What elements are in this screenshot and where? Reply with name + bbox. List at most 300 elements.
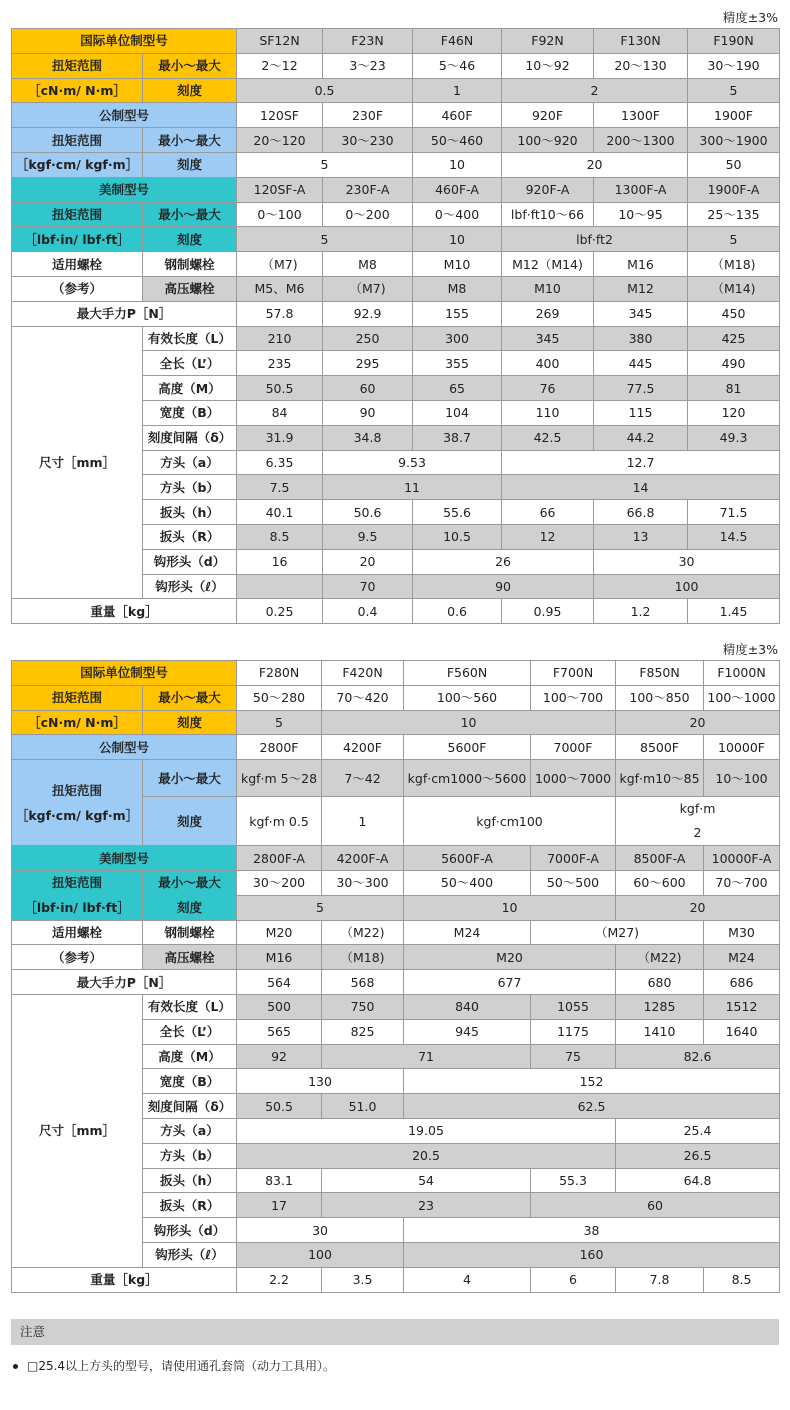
dim-cell: 81 — [688, 376, 780, 401]
metric-unit-label: ［kgf·cm/ kgf·m］ — [12, 152, 143, 177]
dim-cell: 115 — [594, 400, 688, 425]
bolt-cell: M24 — [704, 945, 780, 970]
range-cell: 100～560 — [404, 685, 531, 710]
dim-cell: 445 — [594, 351, 688, 376]
steel-bolt-label: 钢制螺栓 — [143, 920, 237, 945]
grad-cell: 5 — [237, 152, 413, 177]
dim-cell: 51.0 — [322, 1094, 404, 1119]
dim-cell: 8.5 — [237, 524, 323, 549]
weight-cell: 6 — [531, 1267, 616, 1292]
grad-cell-stack — [616, 797, 780, 846]
range-cell: 100～700 — [531, 685, 616, 710]
grad-cell: 5 — [688, 227, 780, 252]
spec-table-1 — [11, 28, 780, 624]
weight-cell: 1.2 — [594, 599, 688, 624]
dim-cell: 1055 — [531, 994, 616, 1019]
model-cell: 460F — [413, 103, 502, 128]
range-cell: 0～200 — [323, 202, 413, 227]
model-cell: F280N — [237, 661, 322, 686]
range-cell: 1000～7000 — [531, 760, 616, 797]
range-cell: 100～1000 — [704, 685, 780, 710]
minmax-label: 最小～最大 — [143, 870, 237, 895]
range-cell: 50～400 — [404, 870, 531, 895]
dim-cell: 300 — [413, 326, 502, 351]
dim-cell: 55.6 — [413, 500, 502, 525]
force-label: 最大手力P［N］ — [12, 970, 237, 995]
dim-cell: 152 — [404, 1069, 780, 1094]
grad-cell: 20 — [616, 895, 780, 920]
weight-cell: 0.4 — [323, 599, 413, 624]
dim-row-label: 宽度（B） — [143, 1069, 237, 1094]
range-cell: 70～700 — [704, 870, 780, 895]
dim-cell: 23 — [322, 1193, 531, 1218]
dim-cell: 10.5 — [413, 524, 502, 549]
model-cell: 1900F — [688, 103, 780, 128]
range-cell: 10～100 — [704, 760, 780, 797]
us-model-label: 美制型号 — [12, 177, 237, 202]
dim-cell-empty — [237, 574, 323, 599]
weight-cell: 8.5 — [704, 1267, 780, 1292]
model-cell: 10000F-A — [704, 846, 780, 871]
grad-cell: 5 — [237, 710, 322, 735]
dim-cell: 250 — [323, 326, 413, 351]
grad-cell: lbf·ft2 — [502, 227, 688, 252]
bolt-cell: M10 — [502, 276, 594, 301]
model-cell: 1300F — [594, 103, 688, 128]
dim-row-label: 全长（L’） — [143, 351, 237, 376]
model-cell: F850N — [616, 661, 704, 686]
grad-cell: 10 — [322, 710, 616, 735]
dim-cell: 20 — [323, 549, 413, 574]
range-cell: 10～95 — [594, 202, 688, 227]
dim-cell: 82.6 — [616, 1044, 780, 1069]
range-cell: 30～300 — [322, 870, 404, 895]
dim-cell: 50.5 — [237, 1094, 322, 1119]
model-cell: 4200F-A — [322, 846, 404, 871]
bolt-cell: M10 — [413, 252, 502, 277]
dim-row-label: 方头（a） — [143, 450, 237, 475]
grad-cell: kgf·cm100 — [404, 797, 616, 846]
weight-cell: 7.8 — [616, 1267, 704, 1292]
dim-cell: 425 — [688, 326, 780, 351]
dim-cell: 25.4 — [616, 1118, 780, 1143]
si-range-label: 扭矩范围 — [12, 685, 143, 710]
weight-label: 重量［kg］ — [12, 599, 237, 624]
dim-row-label: 方头（b） — [143, 1143, 237, 1168]
dim-cell: 77.5 — [594, 376, 688, 401]
force-cell: 155 — [413, 301, 502, 326]
bolt-cell: M20 — [237, 920, 322, 945]
range-cell: 5～46 — [413, 53, 502, 78]
range-cell: lbf·ft10～66 — [502, 202, 594, 227]
dim-row-label: 扳头（h） — [143, 1168, 237, 1193]
dim-cell: 71.5 — [688, 500, 780, 525]
hp-bolt-label: 高压螺栓 — [143, 945, 237, 970]
grad-label: 刻度 — [143, 227, 237, 252]
grad-cell: 20 — [502, 152, 688, 177]
grad-cell: 10 — [404, 895, 616, 920]
dim-cell: 66.8 — [594, 500, 688, 525]
us-unit-label: ［lbf·in/ lbf·ft］ — [12, 227, 143, 252]
dim-cell: 49.3 — [688, 425, 780, 450]
dim-row-label: 方头（b） — [143, 475, 237, 500]
dim-cell: 19.05 — [237, 1118, 616, 1143]
range-cell: 20～120 — [237, 128, 323, 153]
grad-unit: kgf·m — [679, 801, 716, 817]
dim-row-label: 刻度间隔（δ） — [143, 425, 237, 450]
bolt-cell: M12（M14) — [502, 252, 594, 277]
range-cell: 3～23 — [323, 53, 413, 78]
range-cell: 2～12 — [237, 53, 323, 78]
bolt-cell: M12 — [594, 276, 688, 301]
dim-cell: 44.2 — [594, 425, 688, 450]
bolt-cell: （M27) — [531, 920, 704, 945]
bolt-cell: （M7) — [323, 276, 413, 301]
dim-cell: 945 — [404, 1019, 531, 1044]
dim-cell: 110 — [502, 400, 594, 425]
weight-cell: 0.95 — [502, 599, 594, 624]
range-cell: 60～600 — [616, 870, 704, 895]
dim-cell: 295 — [323, 351, 413, 376]
bolt-cell: M20 — [404, 945, 616, 970]
grad-cell: 2 — [502, 78, 688, 103]
si-unit-label: ［cN·m/ N·m］ — [12, 710, 143, 735]
force-cell: 677 — [404, 970, 616, 995]
minmax-label: 最小～最大 — [143, 760, 237, 797]
bolt-cell: （M7) — [237, 252, 323, 277]
notes-header — [11, 1319, 779, 1345]
minmax-label: 最小～最大 — [143, 53, 237, 78]
force-cell: 564 — [237, 970, 322, 995]
model-cell: F92N — [502, 29, 594, 54]
model-cell: F1000N — [704, 661, 780, 686]
bolt-cell: （M18) — [688, 252, 780, 277]
dim-cell: 70 — [323, 574, 413, 599]
model-cell: F700N — [531, 661, 616, 686]
range-cell: 300～1900 — [688, 128, 780, 153]
range-cell: 20～130 — [594, 53, 688, 78]
dim-cell: 34.8 — [323, 425, 413, 450]
weight-cell: 1.45 — [688, 599, 780, 624]
metric-unit-label: ［kgf·cm/ kgf·m］ — [15, 807, 139, 823]
range-cell: 50～460 — [413, 128, 502, 153]
model-cell: 120SF-A — [237, 177, 323, 202]
grad-cell: kgf·m 0.5 — [237, 797, 322, 846]
force-cell: 92.9 — [323, 301, 413, 326]
range-cell: 30～200 — [237, 870, 322, 895]
dim-cell: 104 — [413, 400, 502, 425]
dim-cell: 66 — [502, 500, 594, 525]
model-cell: 920F-A — [502, 177, 594, 202]
range-cell: 70～420 — [322, 685, 404, 710]
dim-cell: 13 — [594, 524, 688, 549]
dim-row-label: 高度（M） — [143, 1044, 237, 1069]
dim-cell: 84 — [237, 400, 323, 425]
weight-cell: 4 — [404, 1267, 531, 1292]
dim-row-label: 方头（a） — [143, 1118, 237, 1143]
dim-cell: 1512 — [704, 994, 780, 1019]
dim-cell: 1285 — [616, 994, 704, 1019]
range-cell: 25～135 — [688, 202, 780, 227]
dim-cell: 92 — [237, 1044, 322, 1069]
dim-cell: 12 — [502, 524, 594, 549]
range-cell: 30～230 — [323, 128, 413, 153]
model-cell: SF12N — [237, 29, 323, 54]
dim-row-label: 钩形头（ℓ） — [143, 1242, 237, 1267]
dim-cell: 83.1 — [237, 1168, 322, 1193]
grad-label: 刻度 — [143, 895, 237, 920]
force-cell: 345 — [594, 301, 688, 326]
hp-bolt-label: 高压螺栓 — [143, 276, 237, 301]
dim-cell: 500 — [237, 994, 322, 1019]
bolt-cell: M30 — [704, 920, 780, 945]
range-cell: 100～920 — [502, 128, 594, 153]
dim-cell: 26 — [413, 549, 594, 574]
range-cell: 200～1300 — [594, 128, 688, 153]
force-cell: 568 — [322, 970, 404, 995]
dim-cell: 9.5 — [323, 524, 413, 549]
si-model-row — [12, 29, 780, 54]
metric-range-label — [12, 760, 143, 846]
range-cell: 0～100 — [237, 202, 323, 227]
metric-model-label: 公制型号 — [12, 103, 237, 128]
model-cell: F130N — [594, 29, 688, 54]
si-model-label: 国际单位制型号 — [12, 661, 237, 686]
dim-cell: 76 — [502, 376, 594, 401]
notes-list — [13, 1357, 335, 1374]
dim-cell: 1175 — [531, 1019, 616, 1044]
dim-cell: 100 — [594, 574, 780, 599]
model-cell: 120SF — [237, 103, 323, 128]
dimension-label: 尺寸［mm］ — [12, 994, 143, 1267]
us-model-label: 美制型号 — [12, 846, 237, 871]
model-cell: 7000F-A — [531, 846, 616, 871]
range-cell: 50～280 — [237, 685, 322, 710]
dim-row-label: 钩形头（d） — [143, 1218, 237, 1243]
dim-cell: 1640 — [704, 1019, 780, 1044]
range-cell: 50～500 — [531, 870, 616, 895]
force-cell: 686 — [704, 970, 780, 995]
bolt-cell: M16 — [237, 945, 322, 970]
range-cell: 0～400 — [413, 202, 502, 227]
bolt-cell: （M22) — [616, 945, 704, 970]
dim-row-label: 高度（M） — [143, 376, 237, 401]
grad-cell: 5 — [237, 227, 413, 252]
bolt-cell: （M18) — [322, 945, 404, 970]
si-model-label: 国际单位制型号 — [12, 29, 237, 54]
dim-cell: 400 — [502, 351, 594, 376]
dim-cell: 90 — [323, 400, 413, 425]
dim-row-label: 钩形头（d） — [143, 549, 237, 574]
weight-cell: 3.5 — [322, 1267, 404, 1292]
precision-note: 精度±3% — [722, 10, 778, 25]
dim-cell: 71 — [322, 1044, 531, 1069]
weight-cell: 0.25 — [237, 599, 323, 624]
dim-cell: 50.6 — [323, 500, 413, 525]
model-cell: 230F-A — [323, 177, 413, 202]
model-cell: F46N — [413, 29, 502, 54]
force-cell: 450 — [688, 301, 780, 326]
bolt-cell: M16 — [594, 252, 688, 277]
range-cell: kgf·cm1000～5600 — [404, 760, 531, 797]
range-cell: kgf·m 5～28 — [237, 760, 322, 797]
force-cell: 57.8 — [237, 301, 323, 326]
dim-cell: 840 — [404, 994, 531, 1019]
dim-row-label: 钩形头（ℓ） — [143, 574, 237, 599]
range-cell: kgf·m10～85 — [616, 760, 704, 797]
notes-title: 注意 — [20, 1324, 46, 1339]
dim-cell: 90 — [413, 574, 594, 599]
model-cell: F420N — [322, 661, 404, 686]
dim-cell: 6.35 — [237, 450, 323, 475]
dim-cell: 16 — [237, 549, 323, 574]
dim-cell: 7.5 — [237, 475, 323, 500]
dim-cell: 120 — [688, 400, 780, 425]
us-range-label: 扭矩范围 — [12, 870, 143, 895]
weight-cell: 2.2 — [237, 1267, 322, 1292]
dim-cell: 38 — [404, 1218, 780, 1243]
dim-cell: 62.5 — [404, 1094, 780, 1119]
weight-cell: 0.6 — [413, 599, 502, 624]
weight-label: 重量［kg］ — [12, 1267, 237, 1292]
bolt-label: 适用螺栓 — [12, 252, 143, 277]
bolt-cell: M5、M6 — [237, 276, 323, 301]
grad-cell: 20 — [616, 710, 780, 735]
dim-cell: 54 — [322, 1168, 531, 1193]
dim-row-label: 扳头（R） — [143, 524, 237, 549]
dim-cell: 64.8 — [616, 1168, 780, 1193]
dim-row-label: 扳头（R） — [143, 1193, 237, 1218]
dim-row-label: 扳头（h） — [143, 500, 237, 525]
grad-cell: 1 — [322, 797, 404, 846]
model-cell: F23N — [323, 29, 413, 54]
grad-cell: 10 — [413, 227, 502, 252]
precision-note: 精度±3% — [722, 642, 778, 657]
grad-label: 刻度 — [143, 152, 237, 177]
metric-range-label: 扭矩范围 — [12, 128, 143, 153]
us-unit-label: ［lbf·in/ lbf·ft］ — [12, 895, 143, 920]
dim-row-label: 全长（L’） — [143, 1019, 237, 1044]
bolt-ref-label: （参考） — [12, 945, 143, 970]
dim-cell: 100 — [237, 1242, 404, 1267]
dim-cell: 380 — [594, 326, 688, 351]
grad-cell: 5 — [237, 895, 404, 920]
dim-row-label: 有效长度（L） — [143, 994, 237, 1019]
model-cell: 5600F-A — [404, 846, 531, 871]
minmax-label: 最小～最大 — [143, 202, 237, 227]
dim-cell: 235 — [237, 351, 323, 376]
dim-cell: 355 — [413, 351, 502, 376]
us-range-label: 扭矩范围 — [12, 202, 143, 227]
model-cell: 5600F — [404, 735, 531, 760]
dim-cell: 12.7 — [502, 450, 780, 475]
si-unit-label: ［cN·m/ N·m］ — [12, 78, 143, 103]
bolt-cell: M8 — [323, 252, 413, 277]
dim-cell: 14 — [502, 475, 780, 500]
dim-cell: 40.1 — [237, 500, 323, 525]
metric-model-label: 公制型号 — [12, 735, 237, 760]
dim-cell: 60 — [323, 376, 413, 401]
model-cell: F190N — [688, 29, 780, 54]
dimension-label: 尺寸［mm］ — [12, 326, 143, 599]
dim-cell: 490 — [688, 351, 780, 376]
dim-cell: 30 — [237, 1218, 404, 1243]
dim-cell: 565 — [237, 1019, 322, 1044]
force-cell: 680 — [616, 970, 704, 995]
dim-cell: 65 — [413, 376, 502, 401]
dim-cell: 14.5 — [688, 524, 780, 549]
grad-label: 刻度 — [143, 78, 237, 103]
dim-cell: 345 — [502, 326, 594, 351]
dim-cell: 1410 — [616, 1019, 704, 1044]
grad-label: 刻度 — [143, 710, 237, 735]
minmax-label: 最小～最大 — [143, 128, 237, 153]
dim-cell: 75 — [531, 1044, 616, 1069]
range-cell: 7～42 — [322, 760, 404, 797]
dim-cell: 26.5 — [616, 1143, 780, 1168]
si-range-label: 扭矩范围 — [12, 53, 143, 78]
dim-cell: 210 — [237, 326, 323, 351]
model-cell: F560N — [404, 661, 531, 686]
model-cell: 920F — [502, 103, 594, 128]
steel-bolt-label: 钢制螺栓 — [143, 252, 237, 277]
bolt-label: 适用螺栓 — [12, 920, 143, 945]
dim-cell: 30 — [594, 549, 780, 574]
dim-cell: 750 — [322, 994, 404, 1019]
grad-cell: 1 — [413, 78, 502, 103]
bolt-ref-label: （参考） — [12, 276, 143, 301]
dim-row-label: 有效长度（L） — [143, 326, 237, 351]
grad-cell: 5 — [688, 78, 780, 103]
model-cell: 2800F — [237, 735, 322, 760]
range-cell: 10～92 — [502, 53, 594, 78]
grad-cell: 0.5 — [237, 78, 413, 103]
dim-row-label: 宽度（B） — [143, 400, 237, 425]
bolt-cell: M24 — [404, 920, 531, 945]
dim-cell: 50.5 — [237, 376, 323, 401]
bolt-cell: M8 — [413, 276, 502, 301]
bolt-cell: （M14) — [688, 276, 780, 301]
grad-label: 刻度 — [143, 797, 237, 846]
range-cell: 100～850 — [616, 685, 704, 710]
model-cell: 2800F-A — [237, 846, 322, 871]
dim-cell: 42.5 — [502, 425, 594, 450]
dim-row-label: 刻度间隔（δ） — [143, 1094, 237, 1119]
dim-cell: 20.5 — [237, 1143, 616, 1168]
model-cell: 460F-A — [413, 177, 502, 202]
model-cell: 4200F — [322, 735, 404, 760]
spec-table-2 — [11, 660, 780, 1293]
dim-cell: 160 — [404, 1242, 780, 1267]
grad-cell: 50 — [688, 152, 780, 177]
dim-cell: 38.7 — [413, 425, 502, 450]
grad-value: 2 — [693, 825, 702, 841]
dim-cell: 31.9 — [237, 425, 323, 450]
dim-cell: 9.53 — [323, 450, 502, 475]
model-cell: 230F — [323, 103, 413, 128]
model-cell: 7000F — [531, 735, 616, 760]
minmax-label: 最小～最大 — [143, 685, 237, 710]
grad-cell: 10 — [413, 152, 502, 177]
force-label: 最大手力P［N］ — [12, 301, 237, 326]
dim-cell: 11 — [323, 475, 502, 500]
bolt-cell: （M22) — [322, 920, 404, 945]
model-cell: 8500F — [616, 735, 704, 760]
dim-cell: 55.3 — [531, 1168, 616, 1193]
force-cell: 269 — [502, 301, 594, 326]
range-cell: 30～190 — [688, 53, 780, 78]
model-cell: 10000F — [704, 735, 780, 760]
